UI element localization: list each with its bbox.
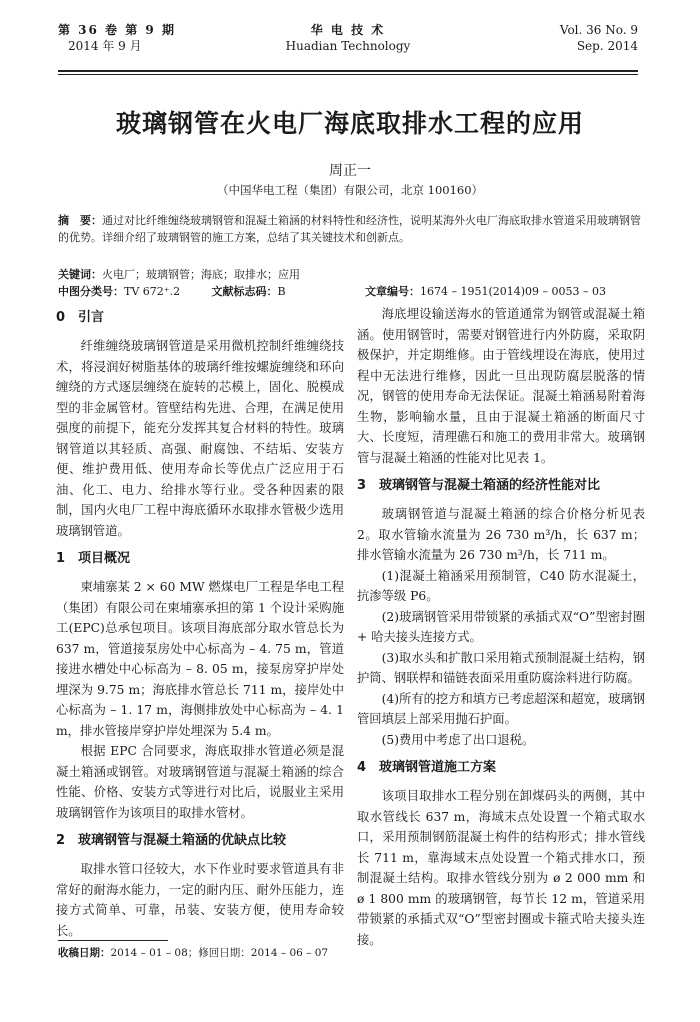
section-title: 项目概况: [78, 551, 131, 566]
issue-date-en: Sep. 2014: [576, 39, 638, 53]
volume-issue-cn: 第 36 卷 第 9 期: [58, 23, 176, 37]
clc-label: 中图分类号：: [58, 285, 124, 298]
doc-code-label: 文献标志码：: [211, 285, 278, 298]
abstract-text: 通过对比纤维缠绕玻璃钢管和混凝土箱涵的材料特性和经济性，说明某海外火电厂海底取排水管道采用玻璃钢管的优势。详细介绍了玻璃钢管的施工方案，总结了其关键技术和创新点。: [58, 214, 641, 244]
section-number: 1: [56, 551, 66, 566]
classification-line: [58, 283, 643, 300]
footnote-text: 2014 – 01 – 08；修回日期：2014 – 06 – 07: [110, 947, 329, 959]
right-column: [357, 304, 645, 950]
section-3-item-1: (1)混凝土箱涵采用预制管，C40 防水混凝土，抗渗等级 P6。: [357, 568, 645, 603]
journal-name-en: Huadian Technology: [285, 39, 411, 53]
abstract: [58, 212, 643, 246]
article-metadata: [58, 266, 643, 300]
article-title: 玻璃钢管在火电厂海底取排水工程的应用: [115, 109, 584, 138]
keywords-line: [58, 266, 643, 283]
volume-issue-en: Vol. 36 No. 9: [559, 23, 638, 37]
section-0-heading: [56, 308, 344, 328]
abstract-label: 摘 要：: [58, 214, 102, 227]
section-number: 3: [357, 478, 367, 493]
section-title: 玻璃钢管与混凝土箱涵的经济性能对比: [379, 478, 601, 493]
article-no-label: 文章编号：: [365, 285, 420, 298]
footnote-rule: [58, 940, 168, 941]
section-3-paragraph-1: 玻璃钢管道与混凝土箱涵的综合价格分析见表 2。取水管输水流量为 26 730 m³/h，长 637 m；排水管输水流量为 26 730 m³/h，长 711 m。: [357, 507, 645, 562]
section-title: 引言: [78, 310, 105, 325]
author-affiliation: （中国华电工程（集团）有限公司，北京 100160）: [216, 183, 484, 197]
section-number: 0: [56, 310, 66, 325]
section-1-paragraph-1: 柬埔寨某 2 × 60 MW 燃煤电厂工程是华电工程（集团）有限公司在柬埔寨承担的第 1 个设计采购施工(EPC)总承包项目。该项目海底部分取水管总长为 637 m，管道接泵房处中心标高为 – 4. 75 m，管道接进水槽处中心标高为 – 8. 05 m，接泵房穿护岸处埋深为 9.75 m；海底排水管总长 711 m，接岸处中心标高为 – 1. 17 m，海侧排放处中心标高为 – 4. 1 m，排水管接岸穿护岸处埋深为 5.4 m。: [56, 580, 344, 738]
keywords-label: 关键词：: [58, 268, 102, 281]
section-4-heading: [357, 758, 645, 778]
footnote: [58, 945, 328, 960]
header-right: [560, 22, 638, 54]
section-3-item-3: (3)取水头和扩散口采用箱式预制混凝土结构，钢护筒、钢联桿和锚链表面采用重防腐涂料进行防腐。: [357, 650, 645, 685]
article-no-value: 1674 – 1951(2014)09 – 0053 – 03: [420, 285, 607, 298]
section-title: 玻璃钢管道施工方案: [379, 760, 497, 775]
section-0-paragraph: 纤维缠绕玻璃钢管道是采用微机控制纤维缠绕技术，将浸润好树脂基体的玻璃纤维按螺旋缠绕和环向缠绕的方式逐层缠绕在旋转的芯模上，固化、脱模成型的非金属管材。管壁结构先进、合理，在满足使用强度的前提下，能充分发挥其复合材料的特性。玻璃钢管道以其轻质、高强、耐腐蚀、不结垢、安装方便、维护费用低、使用寿命长等优点广泛应用于石油、化工、电力、给排水等行业。受各种因素的限制，国内火电厂工程中海底循环水取排水管极少选用玻璃钢管道。: [56, 339, 344, 538]
section-title: 玻璃钢管与混凝土箱涵的优缺点比较: [78, 833, 287, 848]
header-center: [58, 22, 638, 54]
keywords-text: 火电厂；玻璃钢管；海底；取排水；应用: [102, 268, 300, 281]
section-2-paragraph-2: 海底埋设输送海水的管道通常为钢管或混凝土箱涵。使用钢管时，需要对钢管进行内外防腐，采取阴极保护，并定期维修。由于管线埋设在海底，使用过程中无法进行维修，因此一旦出现防腐层脱落的情况，钢管的使用寿命无法保证。混凝土箱涵易附着海生物，影响输水量，且由于混凝土箱涵的断面尺寸大、长度短，清理礁石和施工的费用非常大。玻璃钢管与混凝土箱涵的性能对比见表 1。: [357, 307, 645, 465]
issue-date-cn: 2014 年 9 月: [68, 39, 142, 53]
section-2-paragraph-1: 取排水管口径较大，水下作业时要求管道具有非常好的耐海水能力，一定的耐内压、耐外压能力，连接方式简单、可靠，吊装、安装方便，使用寿命较长。: [56, 862, 344, 938]
doc-code-value: B: [277, 285, 286, 298]
section-3-heading: [357, 476, 645, 496]
section-2-heading: [56, 831, 344, 851]
section-4-paragraph-1: 该项目取排水工程分别在卸煤码头的两侧，其中取水管线长 637 m，海域末点处设置一个箱式取水口，采用预制钢筋混凝土构件的结构形式；排水管线长 711 m，靠海域末点处设置一个箱式排水口，预制混凝土结构。取排水管线分别为 ø 2 000 mm 和 ø 1 800 mm 的玻璃钢管，每节长 12 m，管道采用带锁紧的承插式双“O”型密封圈或卡箍式哈夫接头连接。: [357, 789, 645, 947]
left-column: [56, 304, 344, 941]
section-1-paragraph-2: 根据 EPC 合同要求，海底取排水管道必须是混凝土箱涵或钢管。对玻璃钢管道与混凝土箱涵的综合性能、价格、安装方式等进行对比后，说服业主采用玻璃钢管作为该项目的取排水管材。: [56, 744, 344, 820]
section-number: 2: [56, 833, 66, 848]
journal-name-cn: 华 电 技 术: [310, 23, 386, 37]
header-rule-thick: [58, 70, 638, 72]
section-3-item-4: (4)所有的挖方和填方已考虑超深和超宽，玻璃钢管回填层上部采用抛石护面。: [357, 691, 645, 726]
section-number: 4: [357, 760, 367, 775]
clc-value: TV 672⁺.2: [124, 285, 181, 298]
section-1-heading: [56, 549, 344, 569]
running-header: [58, 22, 638, 66]
header-rule-thin: [58, 74, 638, 75]
footnote-label: 收稿日期：: [58, 947, 111, 959]
section-3-item-2: (2)玻璃钢管采用带锁紧的承插式双“O”型密封圈 + 哈夫接头连接方式。: [357, 609, 645, 644]
section-3-item-5: (5)费用中考虑了出口退税。: [381, 732, 535, 747]
author-name: 周正一: [329, 163, 371, 179]
